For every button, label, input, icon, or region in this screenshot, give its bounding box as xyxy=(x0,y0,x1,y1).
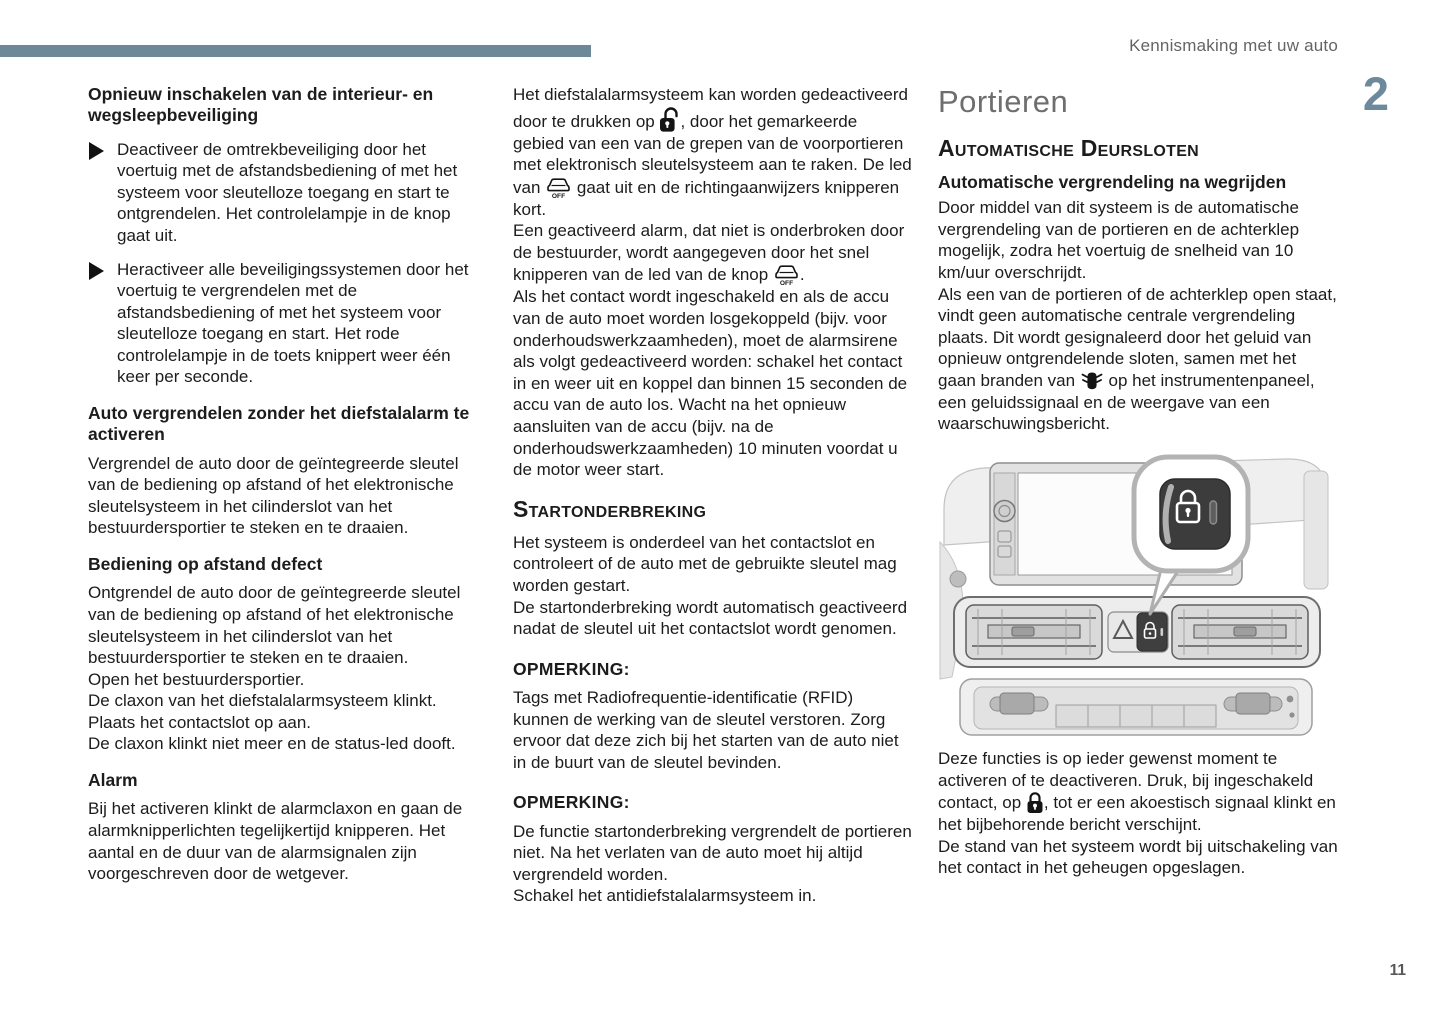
svg-text:OFF: OFF xyxy=(779,280,794,287)
chapter-rule xyxy=(0,45,591,57)
paragraph: Ontgrendel de auto door de geïntegreerde sleutel van de bediening op afstand of het elektronische sleutelsysteem in het cilinderslot van het bestuurdersportier te steken en te draaien. Open het bestuurdersportier. De claxon van het diefstalalarmsysteem klinkt. Plaats het contactslot op aan. De claxon klinkt niet meer en de status-led dooft. xyxy=(88,583,461,754)
bullet-text: Deactiveer de omtrekbeveiliging door het voertuig met de afstandsbediening of met het systeem voor sleutelloze toegang en start te ontgrendelen. Het controlelampje in de knop gaat uit. xyxy=(117,139,458,245)
console-right-handle xyxy=(1236,693,1270,714)
console-button-row xyxy=(1056,705,1216,727)
svg-text:OFF: OFF xyxy=(552,192,566,199)
doors-open-warning-icon xyxy=(1080,370,1104,392)
lock-icon xyxy=(1026,791,1044,814)
bullet-item xyxy=(88,259,485,388)
deadlock-off-icon xyxy=(545,176,572,199)
steering-stalk xyxy=(950,571,966,587)
screen-button xyxy=(998,531,1011,542)
callout-led-slot xyxy=(1210,501,1217,524)
volume-knob xyxy=(994,500,1015,521)
page-number: 11 xyxy=(1389,962,1406,979)
note-label: OPMERKING: xyxy=(513,792,630,813)
paragraph: Het diefstalalarmsysteem kan worden gedeactiveerd door te drukken op , door het gemarkeerde gebied van een van de grepen van de voorportieren met elektronisch sleutelsysteem aan te raken. De led van OFF gaat uit en de richtingaanwijzers knipperen kort. Een geactiveerd alarm, dat niet is onderbroken door de bestuurder, wordt aangegeven door het snel knipperen van de led van de knop OFF . Als het contact wordt ingeschakeld en als de accu van de auto moet worden losgekoppeld (bijv. voor onderhoudswerkzaamheden), moet de alarmsirene als volgt gedeactiveerd worden: schakel het contact in en weer uit en koppel dan binnen 15 seconden de accu van de auto los. Wacht na het opnieuw aansluiten van de accu (bijv. na de onderhoudswerkzaamheden) 10 minuten voordat u de motor weer start. xyxy=(513,85,912,480)
note-label: OPMERKING: xyxy=(513,658,630,679)
unlock-icon xyxy=(659,106,680,133)
running-header: Kennismaking met uw auto xyxy=(1129,36,1338,55)
paragraph: Deze functies is op ieder gewenst moment te activeren of te deactiveren. Druk, bij ingeschakeld contact, op , tot er een akoestisch signaal klinkt en het bijbehorende bericht verschijnt. De stand van het systeem wordt bij uitschakeling van het contact in het geheugen opgeslagen. xyxy=(938,748,1338,878)
note-text: Tags met Radiofrequentie-identificatie (RFID) kunnen de werking van de sleutel verstoren. Zorg ervoor dat deze zich bij het starten van de auto niet in de buurt van de sleutel bevinden. xyxy=(513,687,899,772)
bullet-item xyxy=(88,139,485,247)
heading-lock-without-alarm: Auto vergrendelen zonder het diefstalalarm te activeren xyxy=(88,403,470,445)
heading-automatische-deursloten: Automatische Deursloten xyxy=(938,134,1200,161)
console-left-handle xyxy=(1000,693,1034,714)
column-security xyxy=(88,84,485,885)
left-vent-handle xyxy=(1012,627,1034,636)
page-title: Portieren xyxy=(938,84,1069,119)
paragraph: Bij het activeren klinkt de alarmclaxon en gaan de alarmknipperlichten tegelijkertijd knipperen. Het aantal en de duur van de alarmsignalen zijn voorgeschreven door de wetgever. xyxy=(88,799,463,884)
dashboard-illustration xyxy=(938,447,1338,740)
paragraph: Het systeem is onderdeel van het contactslot en controleert of de auto met de gebruikte sleutel mag worden gestart. De startonderbreking wordt automatisch geactiveerd nadat de sleutel uit het contactslot wordt genomen. xyxy=(513,532,908,639)
bullet-arrow-icon xyxy=(89,142,104,160)
column-alarm-immobiliser xyxy=(513,84,912,907)
right-vent-handle xyxy=(1234,627,1256,636)
heading-startonderbreking: Startonderbreking xyxy=(513,495,707,522)
central-locking-led xyxy=(1161,628,1164,636)
bullet-arrow-icon xyxy=(89,262,104,280)
heading-auto-lock-after-driveoff: Automatische vergrendeling na wegrijden xyxy=(938,171,1287,192)
screen-button xyxy=(998,546,1011,557)
chapter-number: 2 xyxy=(1362,67,1390,120)
heading-remote-defect: Bediening op afstand defect xyxy=(88,554,323,575)
deadlock-off-icon xyxy=(773,263,800,286)
note-text: De functie startonderbreking vergrendelt de portieren niet. Na het verlaten van de auto moet hij altijd vergrendeld worden. Schakel het antidiefstalalarmsysteem in. xyxy=(513,821,912,906)
heading-rearm-protection: Opnieuw inschakelen van de interieur- en wegsleepbeveiliging xyxy=(88,84,434,126)
dash-right-pillar xyxy=(1304,471,1328,589)
column-portieren xyxy=(938,84,1338,879)
bullet-text: Heractiveer alle beveiligingssystemen door het voertuig te vergrendelen met de afstandsbediening of met het systeem voor sleutelloze toegang en start. Het rode controlelampje in de toets knippert weer één keer per seconde. xyxy=(117,259,469,387)
paragraph: Door middel van dit systeem is de automatische vergrendeling van de portieren en de achterklep mogelijk, zodra het voertuig de snelheid van 10 km/uur overschrijdt. Als een van de portieren of de achterklep open staat, vindt geen automatische centrale vergrendeling plaats. Dit wordt gesignaleerd door het geluid van opnieuw ontgrendelende sloten, samen met het gaan branden van op het instrumentenpaneel, een geluidssignaal en de weergave van een waarschuwingsbericht. xyxy=(938,198,1337,434)
paragraph: Vergrendel de auto door de geïntegreerde sleutel van de bediening op afstand of het elektronische sleutelsysteem in het cilinderslot van het bestuurdersportier te steken en te draaien. xyxy=(88,453,459,538)
screen-side-strip xyxy=(994,473,1015,575)
heading-alarm: Alarm xyxy=(88,770,138,791)
